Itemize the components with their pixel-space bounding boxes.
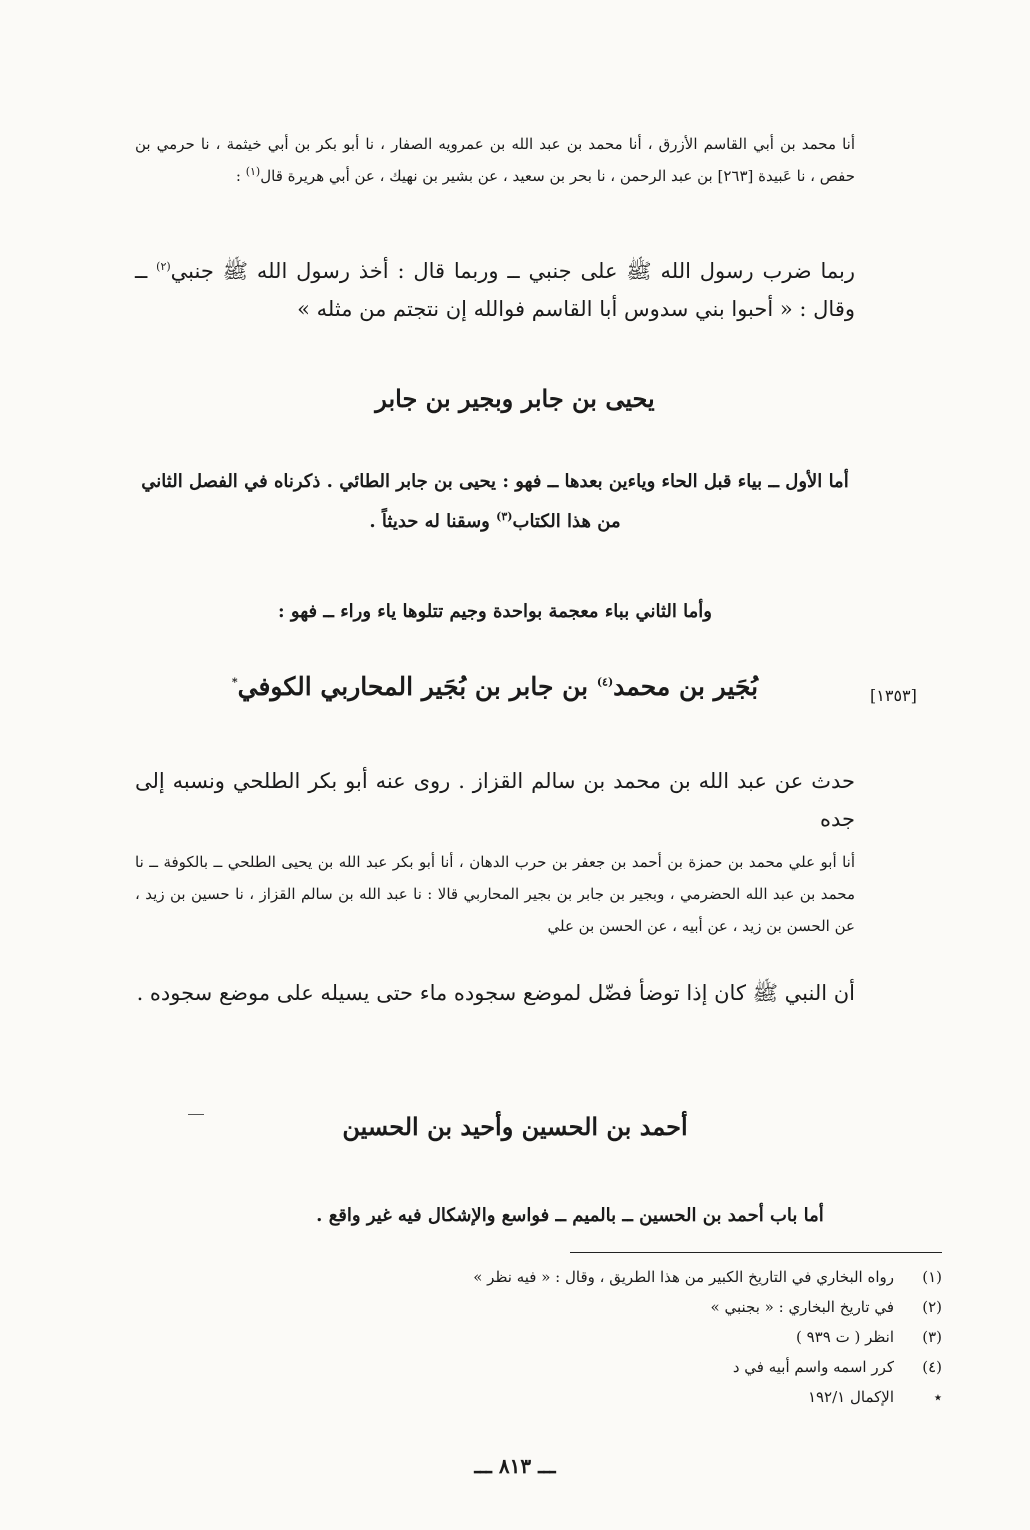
entry-hadith-text: أن النبي ﷺ كان إذا توضأ فضّل لموضع سجوده ماء حتى يسيله على موضع سجوده .	[136, 981, 855, 1005]
footnote-ref-3: (٣)	[496, 510, 513, 523]
section-paragraph-2: وأما الثاني بباء معجمة بواحدة وجيم تتلوها ياء وراء ــ فهو :	[278, 601, 712, 622]
isnad-text: أنا محمد بن أبي القاسم الأزرق ، أنا محمد بن عبد الله بن عمرويه الصفار ، نا أبو بكر بن أبي خيثمة ، نا حرمي بن حفص ، نا عَبيدة [٢٦٣] بن عبد الرحمن ، نا بحر بن سعيد ، عن بشير بن نهيك ، عن أبي هريرة قال	[135, 135, 855, 185]
footnote-text: في تاريخ البخاري : « بجنبي »	[710, 1298, 894, 1316]
entry-title	[135, 672, 855, 701]
footnote-separator	[570, 1252, 942, 1253]
section-paragraph-3: أما باب أحمد بن الحسين ــ بالميم ــ فواسع والإشكال فيه غير واقع .	[316, 1205, 824, 1226]
entry-isnad: أنا أبو علي محمد بن حمزة بن أحمد بن جعفر بن حرب الدهان ، أنا أبو بكر عبد الله بن يحيى الطلحي ــ بالكوفة ــ نا محمد بن عبد الله الحضرمي ، وبجير بن جابر بن بجير المحاربي قالا : نا عبد الله بن سالم القزاز ، نا حسين بن زيد ، عن الحسن بن زيد ، عن أبيه ، عن الحسن بن علي	[135, 853, 855, 935]
footnote-item	[422, 1382, 942, 1412]
footnote-ref-4: (٤)	[596, 675, 614, 689]
footnote-item	[422, 1352, 942, 1382]
footnote-text: الإكمال ١٩٢/١	[807, 1388, 894, 1406]
footnote-mark: (٢)	[922, 1298, 942, 1316]
entry-number: [١٣٥٣]	[870, 686, 917, 705]
para1-text-b: وسقنا له حديثاً .	[369, 511, 497, 532]
entry-title-name: بُجَير بن محمد	[613, 672, 759, 701]
footnote-mark: (٣)	[922, 1328, 942, 1346]
isnad-paragraph-top	[135, 128, 855, 192]
matn-text-b: ــ وقال : « أحبوا بني سدوس أبا القاسم فوالله إن نتجتم من مثله »	[135, 259, 855, 321]
footnote-mark: (٤)	[922, 1358, 942, 1376]
footnote-item	[422, 1292, 942, 1322]
footnote-text: كرر اسمه واسم أبيه في د	[732, 1358, 894, 1376]
footnote-ref-1: (١)	[245, 165, 261, 178]
entry-title-rest: بن جابر بن بُجَير المحاربي الكوفي	[237, 672, 597, 701]
footnote-text: انظر ( ت ٩٣٩ )	[796, 1328, 894, 1346]
section-paragraph-1	[135, 462, 855, 542]
footnote-ref-2: (٢)	[156, 260, 171, 273]
footnote-text: رواه البخاري في التاريخ الكبير من هذا الطريق ، وقال : « فيه نظر »	[473, 1268, 894, 1286]
footnote-mark: (١)	[922, 1268, 942, 1286]
section-heading-2: أحمد بن الحسين وأحيد بن الحسين	[342, 1112, 688, 1141]
matn-text-a: ربما ضرب رسول الله ﷺ على جنبي ــ وربما قال : أخذ رسول الله ﷺ جنبي	[170, 259, 855, 283]
entry-description: حدث عن عبد الله بن محمد بن سالم القزاز . روى عنه أبو بكر الطلحي ونسبه إلى جده	[135, 769, 855, 831]
section-heading-1: يحيى بن جابر وبجير بن جابر	[375, 384, 655, 413]
footnote-mark: ٭	[933, 1388, 942, 1406]
page-number: ـــ ٨١٣ ـــ	[474, 1454, 556, 1478]
source-star-mark: *	[231, 675, 238, 689]
hadith-text-top	[135, 252, 855, 328]
para1-text-a: أما الأول ــ بياء قبل الحاء وياءين بعدها ــ فهو : يحيى بن جابر الطائي . ذكرناه في الفصل الثاني من هذا الكتاب	[141, 471, 849, 532]
footnote-item	[422, 1262, 942, 1292]
footnotes	[422, 1262, 942, 1412]
footnote-item	[422, 1322, 942, 1352]
isnad-colon: :	[235, 167, 246, 185]
